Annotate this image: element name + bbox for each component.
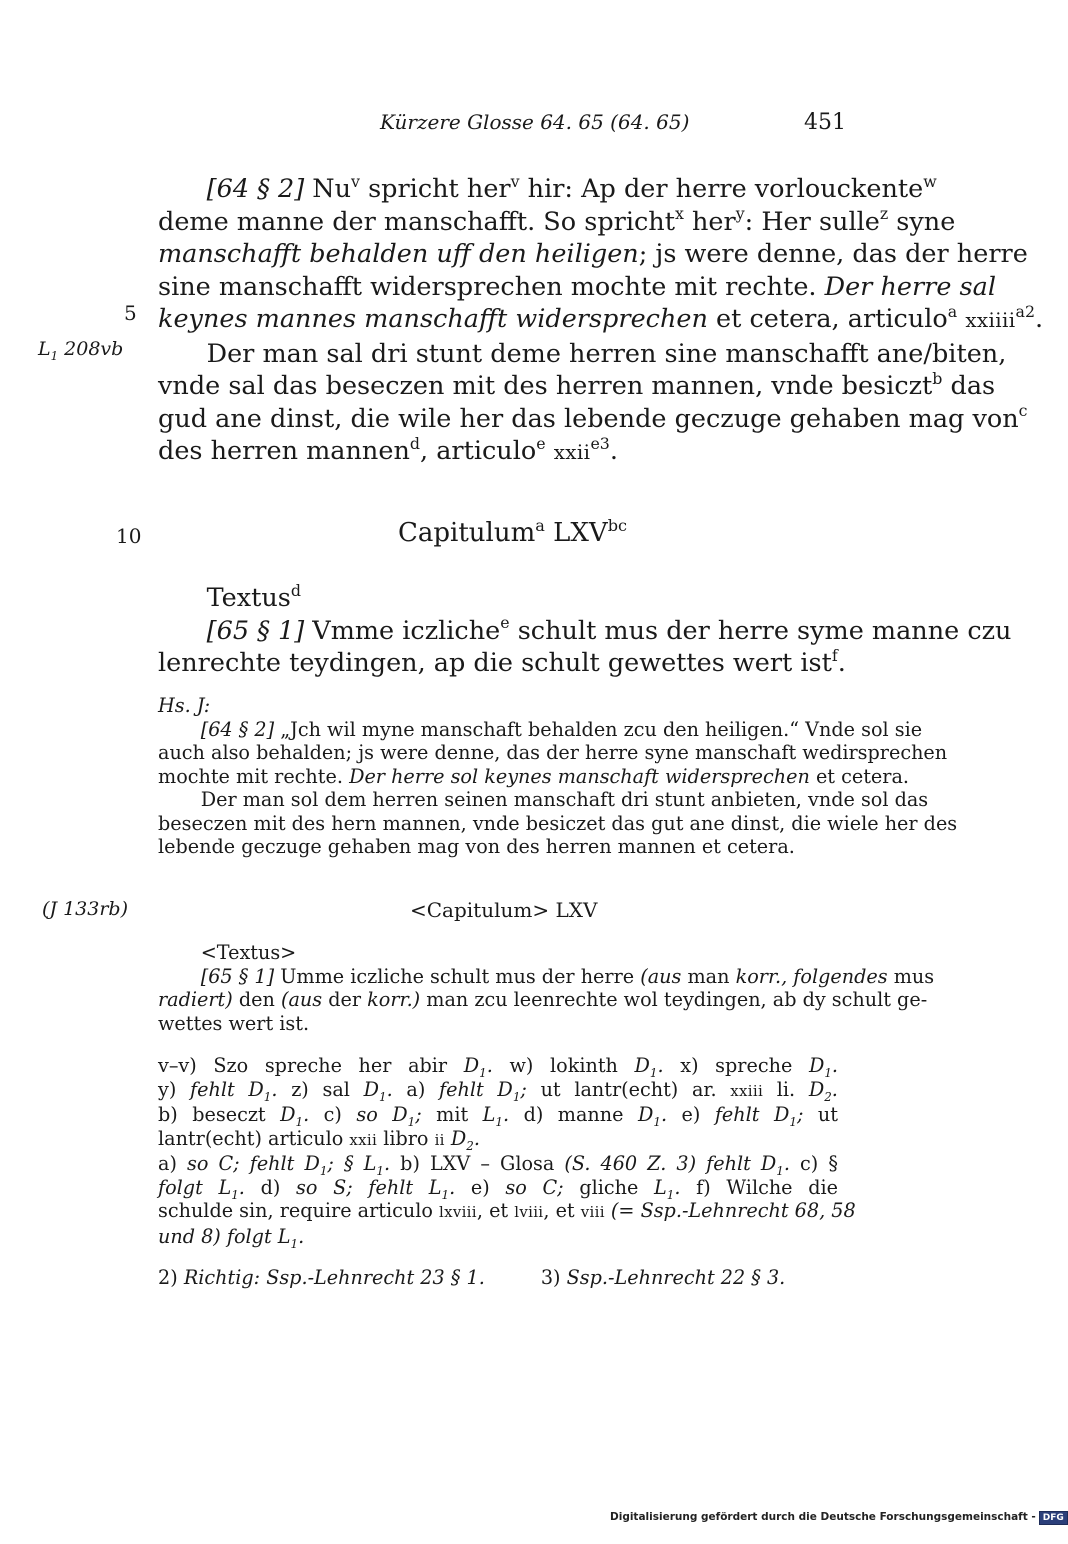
apparatus-line-1: v–v) Szo spreche her abir $D_1$. w) lokinth $D_1$. x) spreche $D_1$.	[158, 1054, 839, 1080]
main-text-64-2	[158, 171, 1044, 470]
page-number: 451	[804, 110, 846, 135]
line-number-10: 10	[116, 524, 142, 548]
apparatus-line-6: folgt $L_1$. d) so S; fehlt $L_1$. e) so C; gliche $L_1$. f) Wilche die	[158, 1175, 838, 1202]
footnote-3: 3) Ssp.-Lehnrecht 22 § 3.	[540, 1266, 786, 1289]
footnote-2: 2) Richtig: Ssp.-Lehnrecht 23 § 1.	[158, 1266, 485, 1289]
textus-j-line-3: wettes wert ist.	[158, 1011, 310, 1035]
hs-j-line-6: lebende geczuge gehaben mag von des herren mannen et cetera.	[158, 835, 795, 858]
margin-siglum-l1: $L_1$ 208vb	[38, 338, 124, 363]
manuscript-j-block	[158, 694, 958, 859]
apparatus-line-4: lantr(echt) articulo xxii libro ii $D_2$.	[158, 1126, 480, 1153]
margin-siglum-j: (J 133rb)	[42, 898, 128, 920]
dfg-logo: DFG	[1039, 1511, 1068, 1525]
textus-j-line-2: radiert) den (aus der korr.) man zcu leenrechte wol teydingen, ab dy schult ge-	[158, 988, 928, 1011]
critical-apparatus	[158, 1054, 856, 1290]
hs-j-line-4: Der man sol dem herren seinen manschaft dri stunt anbieten, vnde sol das	[200, 788, 929, 811]
apparatus-line-5: a) so C; fehlt $D_1$; § $L_1$. b) LXV – Glosa (S. 460 Z. 3) fehlt $D_1$. c) §	[158, 1152, 838, 1178]
line-number-5: 5	[124, 301, 137, 325]
main-line-9: des herren mannen$^d$, articulo$^e$ xxii$^{e3}$.	[158, 433, 618, 466]
main-line-5: keynes mannes manschafft widersprechen et cetera, articulo$^a$ xxiiii$^{a2}$.	[158, 301, 1044, 334]
footnotes-line	[158, 1266, 838, 1290]
apparatus-line-7: schulde sin, require articulo lxviii, et lviii, et viii (= Ssp.-Lehnrecht 68, 58	[158, 1199, 856, 1222]
hs-j-line-5: beseczen mit des hern mannen, vnde besiczet das gut ane dinst, die wiele her des	[158, 811, 958, 835]
textus-j-heading: <Textus>	[200, 941, 297, 964]
running-title: Kürzere Glosse 64. 65 (64. 65)	[380, 110, 690, 134]
main-line-2: deme manne der manschafft. So spricht$^x$ her$^y$: Her sulle$^z$ syne	[158, 204, 956, 237]
apparatus-line-8: und 8) folgt $L_1$.	[158, 1224, 305, 1251]
main-line-3: manschafft behalden uff den heiligen; js were denne, das der herre	[158, 239, 1028, 269]
textus-line-1: [65 § 1] Vmme iczliche$^e$ schult mus der herre syme manne czu	[206, 613, 1012, 646]
textus-heading: Textus$^d$	[206, 580, 302, 613]
main-line-4: sine manschafft widersprechen mochte mit rechte. Der herre sal	[158, 271, 997, 302]
textus-j-line-1: [65 § 1] Umme iczliche schult mus der herre (aus man korr., folgendes mus	[200, 964, 935, 988]
main-line-6: Der man sal dri stunt deme herren sine manschafft ane/biten,	[206, 338, 1007, 369]
apparatus-line-2: y) fehlt $D_1$. z) sal $D_1$. a) fehlt $D_1$; ut lantr(echt) ar. xxiii li. $D_2$.	[158, 1077, 838, 1104]
chapter-heading-j: <Capitulum> LXV	[410, 898, 598, 922]
hs-j-line-3: mochte mit rechte. Der herre sol keynes manschaft widersprechen et cetera.	[158, 764, 909, 788]
hs-j-label: Hs. J:	[158, 694, 211, 717]
main-line-7: vnde sal das beseczen mit des herren mannen, vnde besiczt$^b$ das	[158, 368, 996, 401]
main-line-8: gud ane dinst, die wile her das lebende geczuge gehaben mag von$^c$	[158, 401, 1028, 434]
chapter-heading: Capitulum$^a$ $LXV^{bc}$	[398, 515, 628, 548]
main-line-1: [64 § 2] Nu$^v$ spricht her$^v$ hir: Ap der herre vorlouckente$^w$	[206, 171, 937, 204]
textus-j-block	[158, 941, 935, 1035]
textus-line-2: lenrechte teydingen, ap die schult gewettes wert ist$^f$.	[158, 645, 846, 678]
textus-65-1	[158, 580, 1012, 680]
hs-j-line-2: auch also behalden; js were denne, das der herre syne manschaft wedirsprechen	[158, 741, 948, 764]
apparatus-line-3: b) beseczt $D_1$. c) so $D_1$; mit $L_1$. d) manne $D_1$. e) fehlt $D_1$; ut	[158, 1103, 838, 1129]
hs-j-line-1: [64 § 2] „Jch wil myne manschaft behalden zcu den heiligen.“ Vnde sol sie	[200, 717, 923, 741]
funding-credit: Digitalisierung gefördert durch die Deutsche Forschungsgemeinschaft - DFG	[610, 1511, 1068, 1525]
